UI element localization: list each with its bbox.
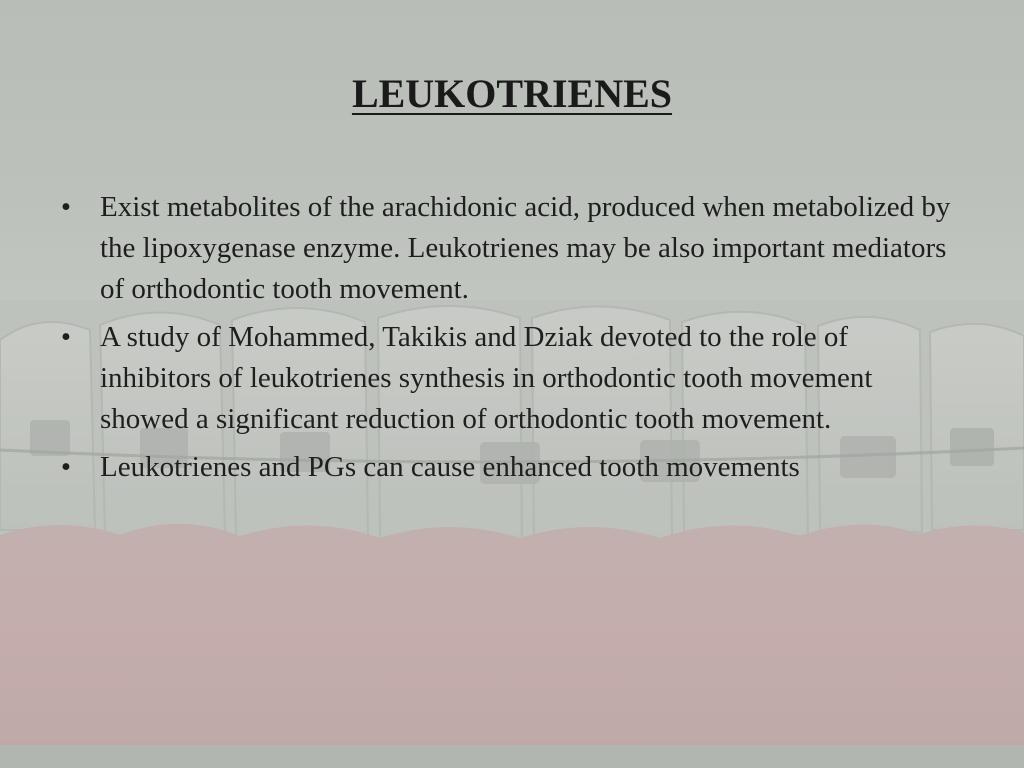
background-bottom-strip <box>0 745 1024 768</box>
bullet-glyph: • <box>60 191 72 223</box>
bullet-glyph: • <box>60 451 72 483</box>
slide-title-text: LEUKOTRIENES <box>351 71 673 116</box>
bullet-item <box>56 317 966 440</box>
bullet-text: A study of Mohammed, Takikis and Dziak devoted to the role of inhibitors of leukotrienes synthesis in orthodontic tooth movement showed a significant reduction of orthodontic tooth movement. <box>100 321 873 435</box>
bullet-item <box>56 447 966 488</box>
background-gum <box>0 540 1024 750</box>
bullet-item <box>56 187 966 310</box>
bullet-text: Leukotrienes and PGs can cause enhanced tooth movements <box>100 451 800 483</box>
bullet-text: Exist metabolites of the arachidonic acid, produced when metabolized by the lipoxygenase enzyme. Leukotrienes may be also important mediators of orthodontic tooth movement. <box>100 191 951 305</box>
bullet-glyph: • <box>60 321 72 353</box>
bullet-list <box>56 187 966 495</box>
slide-title <box>0 70 1024 117</box>
